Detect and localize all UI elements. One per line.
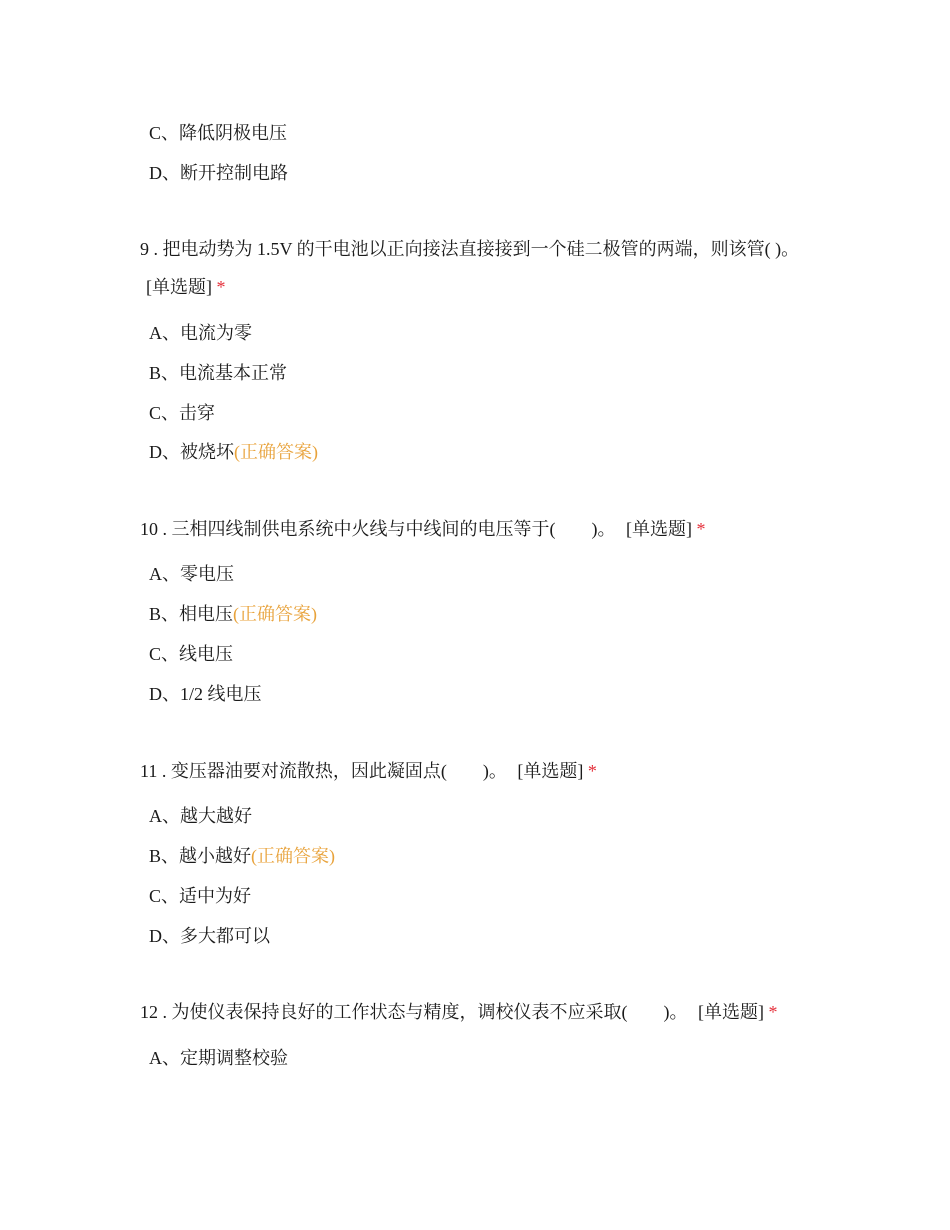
q10-option-b [149, 602, 317, 626]
required-star: * [696, 519, 706, 539]
q9-option-d [149, 440, 318, 464]
option-label: C、线电压 [149, 644, 234, 664]
question-text: 11 . 变压器油要对流散热，因此凝固点( )。 [140, 761, 507, 781]
q10-title [140, 517, 800, 541]
correct-answer-tag: (正确答案) [233, 604, 318, 624]
q11-option-a [149, 804, 252, 828]
option-label: A、零电压 [149, 564, 234, 584]
question-text: 9 . 把电动势为 1.5V 的干电池以正向接法直接接到一个硅二极管的两端，则该管( )。 [140, 239, 800, 259]
question-text: 12 . 为使仪表保持良好的工作状态与精度，调校仪表不应采取( )。 [140, 1002, 688, 1022]
q9-title [140, 230, 800, 306]
correct-answer-tag: (正确答案) [251, 846, 336, 866]
q9-option-a [149, 321, 252, 345]
option-label: C、击穿 [149, 403, 216, 423]
option-label: A、定期调整校验 [149, 1048, 288, 1068]
option-label: B、相电压 [149, 604, 234, 624]
option-label: D、1/2 线电压 [149, 684, 262, 704]
option-label: B、电流基本正常 [149, 363, 288, 383]
question-type: [单选题] [517, 761, 584, 781]
q9-option-c [149, 401, 215, 425]
q12-option-a [149, 1046, 288, 1070]
correct-answer-tag: (正确答案) [234, 442, 318, 462]
question-text: 10 . 三相四线制供电系统中火线与中线间的电压等于( )。 [140, 519, 616, 539]
q10-option-a [149, 562, 234, 586]
question-type: [单选题] [698, 1002, 764, 1022]
q11-option-c [149, 884, 251, 908]
q12-title [140, 1000, 800, 1024]
option-label: A、越大越好 [149, 806, 252, 826]
option-label: C、降低阴极电压 [149, 123, 288, 143]
q11-title [140, 759, 800, 783]
q9-option-b [149, 361, 287, 385]
question-type: [单选题] [626, 519, 692, 539]
required-star: * [768, 1002, 778, 1022]
question-type: [单选题] [146, 277, 212, 297]
required-star: * [216, 277, 226, 297]
q10-option-c [149, 642, 233, 666]
required-star: * [587, 761, 597, 781]
q8-option-c [149, 121, 287, 145]
q10-option-d [149, 682, 262, 706]
option-label: D、多大都可以 [149, 926, 270, 946]
q8-option-d [149, 161, 288, 185]
q11-option-d [149, 924, 270, 948]
option-label: D、被烧坏 [149, 442, 234, 462]
q11-option-b [149, 844, 335, 868]
option-label: D、断开控制电路 [149, 163, 288, 183]
option-label: A、电流为零 [149, 323, 252, 343]
option-label: C、适中为好 [149, 886, 252, 906]
option-label: B、越小越好 [149, 846, 252, 866]
